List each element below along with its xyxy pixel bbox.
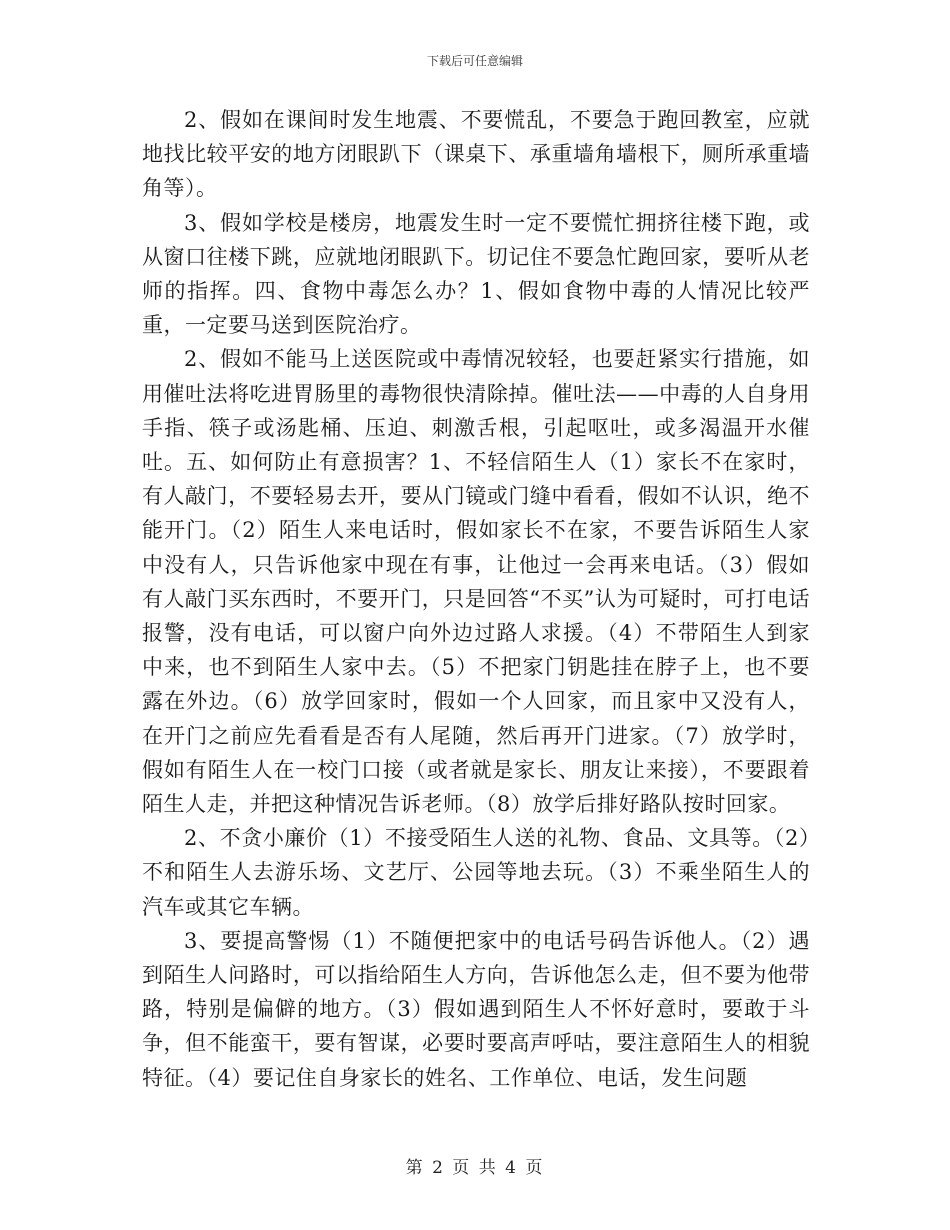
paragraph-stay-alert: 3、要提高警惕（1）不随便把家中的电话号码告诉他人。（2）遇到陌生人问路时，可以指给陌生人方向，告诉他怎么走，但不要为他带路，特别是偏僻的地方。（3）假如遇到陌生人不怀好意时，要敢于斗争，但不能蛮干，要有智谋，必要时要高声呼咕，要注意陌生人的相貌特征。（4）要记住自身家长的姓名、工作单位、电话，发生问题 <box>142 928 810 1090</box>
paragraph-no-small-gains: 2、不贪小廉价（1）不接受陌生人送的礼物、食品、文具等。（2）不和陌生人去游乐场、文艺厅、公园等地去玩。（3）不乘坐陌生人的汽车或其它车辆。 <box>142 826 810 919</box>
paragraph-food-poisoning: 2、假如不能马上送医院或中毒情况较轻，也要赶紧实行措施，如用催吐法将吃进胃肠里的毒物很快清除掉。催吐法——中毒的人自身用手指、筷子或汤匙桶、压迫、刺激舌根，引起呕吐，或多渴温开水催吐。五、如何防止有意损害？1、不轻信陌生人（1）家长不在家时，有人敲门，不要轻易去开，要从门镜或门缝中看看，假如不认识，绝不能开门。（2）陌生人来电话时，假如家长不在家，不要告诉陌生人家中没有人，只告诉他家中现在有事，让他过一会再来电话。（3）假如有人敲门买东西时，不要开门，只是回答“不买”认为可疑时，可打电话报警，没有电话，可以窗户向外边过路人求援。（4）不带陌生人到家中来，也不到陌生人家中去。（5）不把家门钥匙挂在脖子上，也不要露在外边。（6）放学回家时，假如一个人回家，而且家中又没有人，在开门之前应先看看是否有人尾随，然后再开门进家。（7）放学时，假如有陌生人在一校门口接（或者就是家长、朋友让来接），不要跟着陌生人走，并把这种情况告诉老师。（8）放学后排好路队按时回家。 <box>142 347 810 817</box>
paragraph-earthquake-building: 3、假如学校是楼房，地震发生时一定不要慌忙拥挤往楼下跑，或从窗口往楼下跳，应就地闭眼趴下。切记住不要急忙跑回家，要听从老师的指挥。四、食物中毒怎么办？1、假如食物中毒的人情况比较严重，一定要马送到医院治疗。 <box>142 210 810 338</box>
paragraph-earthquake-classroom: 2、假如在课间时发生地震、不要慌乱，不要急于跑回教室，应就地找比较平安的地方闭眼趴下（课桌下、承重墙角墙根下，厕所承重墙角等）。 <box>142 108 810 201</box>
page-footer: 第 2 页 共 4 页 <box>405 1158 545 1178</box>
document-body <box>142 103 810 1095</box>
page-header: 下载后可任意编辑 <box>426 54 523 68</box>
